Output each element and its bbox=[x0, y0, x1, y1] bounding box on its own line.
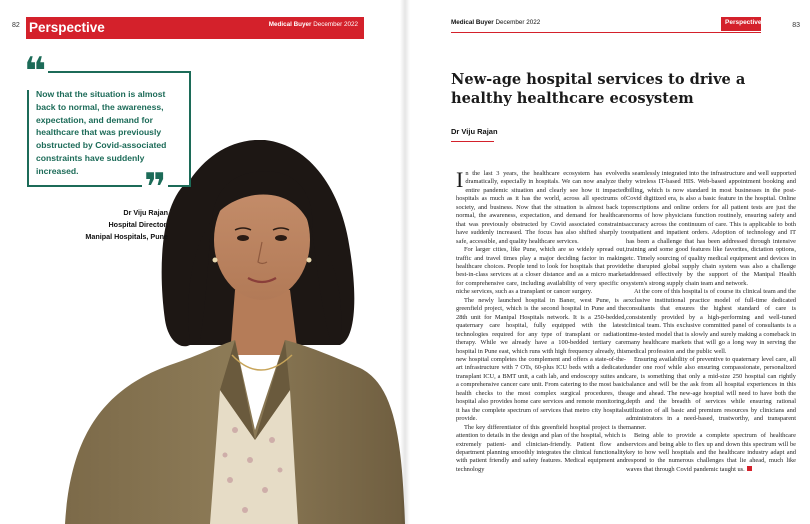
article-byline: Dr Viju Rajan bbox=[451, 127, 498, 136]
person-name: Dr Viju Rajan bbox=[123, 208, 168, 217]
quote-close-icon: ❞ bbox=[144, 165, 167, 209]
article-paragraph: Being able to provide a complete spectrum of healthcare services and being able to flex up and down this spectrum will be key to how well hospitals and the healthcare industry adapt and respond to the numerous challenges that lie ahead, much like waves that through Covid pandemic taught us. bbox=[626, 432, 796, 473]
publication-name: Medical Buyer bbox=[268, 21, 312, 28]
drop-cap: I bbox=[456, 170, 464, 192]
article-paragraph: The key differentiator of this greenfield hospital project is the attention to details in the design and plan of the hospital, which is extremely patient- and clinician-friendly. Patient flow and department planning smoothly integrates the clinical functionality with patient friendly and safety features. Medical equipment and technology bbox=[456, 423, 626, 473]
section-tag: Perspective bbox=[29, 20, 105, 35]
section-tag-box bbox=[721, 17, 761, 31]
right-page bbox=[405, 0, 810, 524]
byline-rule bbox=[451, 141, 494, 142]
article-headline: New-age hospital services to drive a healthy healthcare ecosystem bbox=[451, 71, 746, 107]
pull-quote-text: Now that the situation is almost back to normal, the awareness, expectation, and demand for healthcare that was previously obstructed by Covid-associated constraints have suddenly increased. bbox=[36, 89, 167, 176]
publication-name-right: Medical Buyer bbox=[451, 19, 494, 26]
red-square-icon bbox=[747, 466, 752, 471]
article-paragraph: Ensuring availability of preventive to quaternary level care, all under one roof while also ensuring compassionate, personalized care, is something that only a mid-size 250 hospital can rightly balance and will be the ask from all hospital experiences in this age and ahead. The new-age hospital will need to have both the depth and the breadth of services while ensuring rational utilization of all basic and premium resources by clinicians and administrators in a need-based, trustworthy, and transparent manner. bbox=[626, 355, 796, 431]
section-tag-right: Perspective bbox=[725, 19, 762, 26]
right-page-header bbox=[451, 17, 761, 31]
page-number-right: 83 bbox=[792, 22, 800, 29]
article-column-1 bbox=[456, 170, 626, 517]
article-column-2 bbox=[626, 170, 796, 517]
article-paragraph: is seamlessly integrated into the infrastructure and well supported by wireless IT-based HIS. Web-based appointment booking and billing, which is now standard in most businesses in the post-Covid digitized era, is also a basic feature in the hospital. Online prescriptions and online orders for all patient tests are just the norms of how physicians function routinely, ensuring safety and accuracy across the continuum of care. This is applicable to both outpatient and inpatient orders. Adoption of technology and IT has been a challenge that has been addressed through intensive training and some good features like favorites, dictation options, etc. Timely sourcing of quality medical equipment and devices in the disrupted global supply chain system was also a challenge addressed effectively by the support of the Manipal Health system's strong supply chain team and network. bbox=[626, 170, 796, 287]
header-rule bbox=[451, 32, 761, 33]
publication-header-left bbox=[269, 21, 358, 28]
portrait-photo bbox=[40, 140, 405, 524]
article-paragraph: For larger cities, like Pune, which are so widely spread out, traffic and travel times play a major deciding factor in making healthcare choices. People tend to look for hospitals that provide best-in-class services at a closer distance and as a micro market for comprehensive care, including availability of very specific or niche services, such as a transplant or cancer surgery. bbox=[456, 246, 626, 296]
quote-open-icon: ❝ bbox=[24, 49, 47, 93]
article-paragraph: The newly launched hospital in Baner, west Pune, is a greenfield project, which is the second hospital in Pune and the 28th unit for Manipal Hospitals network. It is a 250-bedded, quaternary care hospital, fully equipped with the latest technologies required for any type of transplant or radiation therapy. While we already have a 100-bedded tertiary care hospital in Pune east, which runs with high frequency already, this new hospital completes the complement and offers a state-of-the-art infrastructure with 7 OTs, 60-plus ICU beds with a dedicated transplant ICU, a BMT unit, a cath lab, and endoscopy suites and a comprehensive cancer care unit. From catering to the most basic health checks to the most complex surgical procedures, the hospital also provides home care services and remote monitoring, it has the complete spectrum of services that metro city hospitals provide. bbox=[456, 296, 626, 423]
issue-date-right: December 2022 bbox=[495, 19, 541, 26]
page-gutter bbox=[400, 0, 410, 524]
person-caption bbox=[40, 207, 168, 242]
article-paragraph: At the core of this hospital is of course its clinical team and the exclusive institutional practice model of full-time dedicated consultants that ensures the highest standard of care is consistently provided by a high-performing and well-tuned clinical team. This exclusive committed panel of consultants is a time-tested model that is slowly and surely making a comeback in many healthcare markets that will go a long way in serving the medical profession and the public well. bbox=[626, 288, 796, 355]
person-title: Hospital Director, bbox=[108, 219, 168, 229]
publication-header-right bbox=[451, 19, 540, 26]
page-number-left: 82 bbox=[12, 22, 20, 29]
person-organization: Manipal Hospitals, Pune bbox=[85, 231, 168, 241]
article-paragraph: In the last 3 years, the healthcare ecosystem has evolved dramatically, especially in hospitals. We can now analyze the entire pandemic situation and clearly see how it impacted hospitals as much as it has the world, across all spectrums of society, and business. Now that the situation is almost back to normal, the awareness, expectation, and demand for healthcare that was previously obstructed by Covid associated constraints have suddenly increased. The focus has also shifted sharply to safe, accessible, and quality healthcare services. bbox=[456, 170, 626, 245]
section-banner bbox=[26, 17, 364, 39]
issue-date: December 2022 bbox=[313, 21, 358, 28]
